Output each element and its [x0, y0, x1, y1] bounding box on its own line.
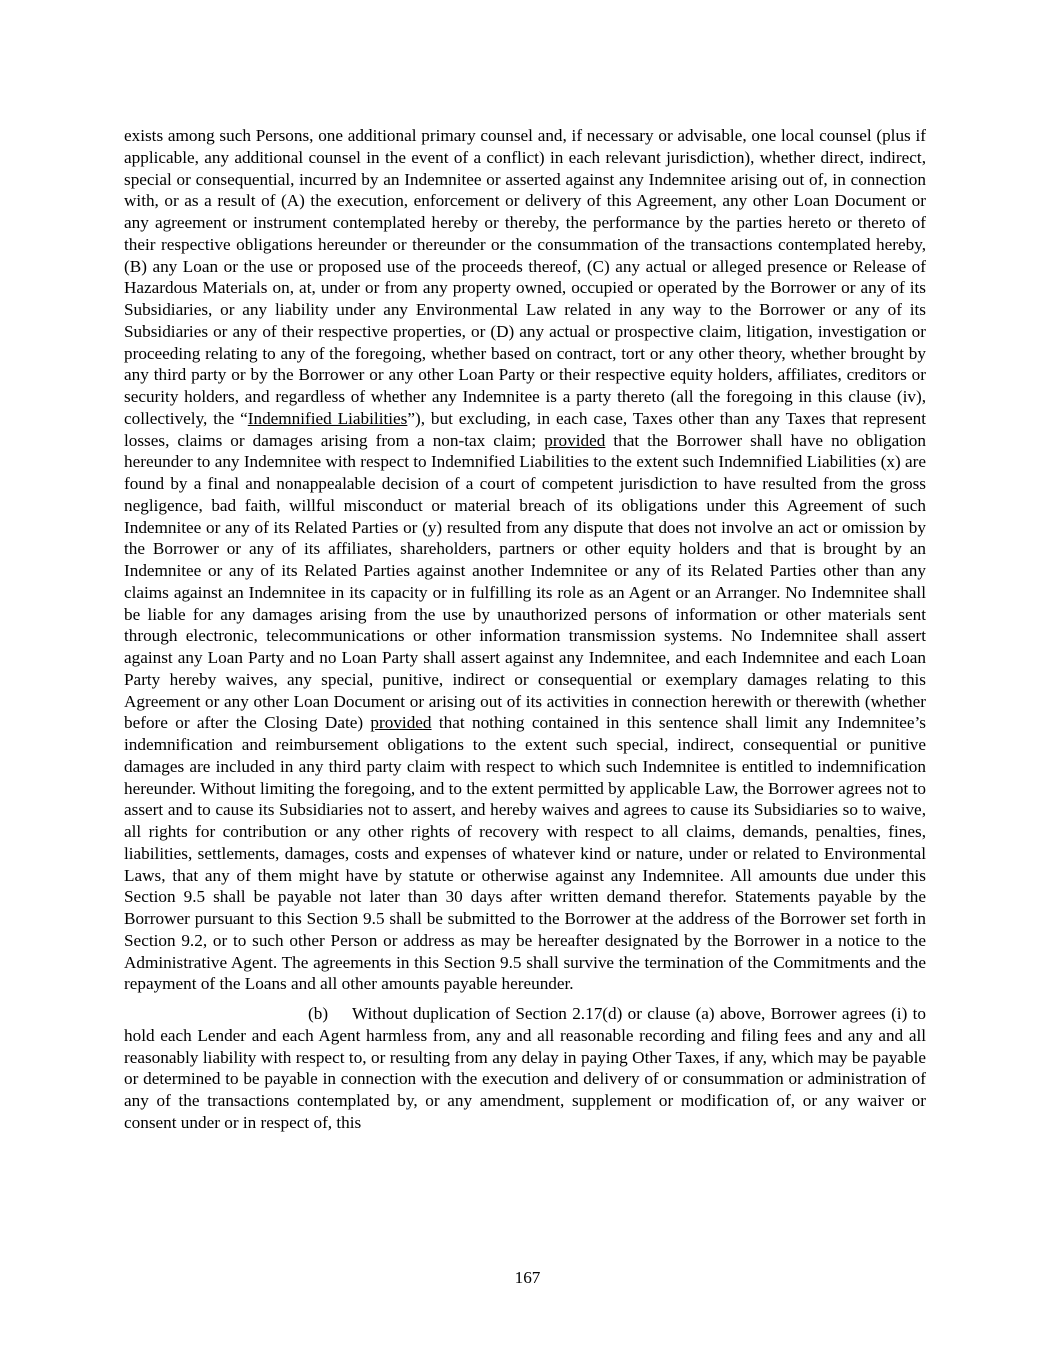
- paragraph-text: ”), but excluding, in each case, Taxes other than any Taxes that represent losses, claims or damages arising from a non-tax claim;: [124, 408, 926, 450]
- paragraph-text: Without duplication of Section 2.17(d) or clause (a) above, Borrower agrees (i) to hold each Lender and each Agent harmless from, any and all reasonable recording and filing fees and any and all reasonably liability with respect to, or resulting from any delay in paying Other Taxes, if any, which may be payable or determined to be payable in connection with the execution and delivery of or consummation or administration of any of the transactions contemplated by, or any amendment, supplement or modification of, or any waiver or consent under or in respect of, this: [124, 1004, 926, 1132]
- defined-term-indemnified-liabilities: Indemnified Liabilities: [247, 408, 408, 428]
- paragraph-b: [124, 1003, 926, 1134]
- paragraph-text: that nothing contained in this sentence shall limit any Indemnitee’s indemnification and reimbursement obligations to the extent such special, indirect, consequential or punitive damages are included in any third party claim with respect to which such Indemnitee is entitled to indemnification hereunder. Without limiting the foregoing, and to the extent permitted by applicable Law, the Borrower agrees not to assert and to cause its Subsidiaries not to assert, and hereby waives and agrees to cause its Subsidiaries so to waive, all rights for contribution or any other rights of recovery with respect to all claims, demands, penalties, fines, liabilities, settlements, damages, costs and expenses of whatever kind or nature, under or related to Environmental Laws, that any of them might have by statute or otherwise against any Indemnitee. All amounts due under this Section 9.5 shall be payable not later than 30 days after written demand therefor. Statements payable by the Borrower pursuant to this Section 9.5 shall be submitted to the Borrower at the address of the Borrower set forth in Section 9.2, or to such other Person or address as may be hereafter designated by the Borrower in a notice to the Administrative Agent. The agreements in this Section 9.5 shall survive the termination of the Commitments and the repayment of the Loans and all other amounts payable hereunder.: [124, 713, 926, 994]
- clause-label: (b): [308, 1004, 329, 1023]
- paragraph-text: exists among such Persons, one additional primary counsel and, if necessary or advisable, one local counsel (plus if applicable, any additional counsel in the event of a conflict) in each relevant jurisdiction), whether direct, indirect, special or consequential, incurred by an Indemnitee or asserted against any Indemnitee arising out of, in connection with, or as a result of (A) the execution, enforcement or delivery of this Agreement, any other Loan Document or any agreement or instrument contemplated hereby or thereby, the performance by the parties hereto or thereto of their respective obligations hereunder or thereunder or the consummation of the transactions contemplated hereby, (B) any Loan or the use or proposed use of the proceeds thereof, (C) any actual or alleged presence or Release of Hazardous Materials on, at, under or from any property owned, occupied or operated by the Borrower or any of its Subsidiaries, or any liability under any Environmental Law related in any way to the Borrower or any of its Subsidiaries or any of their respective properties, or (D) any actual or prospective claim, litigation, investigation or proceeding relating to any of the foregoing, whether based on contract, tort or any other theory, whether brought by any third party or by the Borrower or any other Loan Party or their respective equity holders, affiliates, creditors or security holders, and regardless of whether any Indemnitee is a party thereto (all the foregoing in this clause (iv), collectively, the “: [124, 126, 926, 428]
- paragraph-text: that the Borrower shall have no obligation hereunder to any Indemnitee with respect to Indemnified Liabilities to the extent such Indemnified Liabilities (x) are found by a final and nonappealable decision of a court of competent jurisdiction to have resulted from the gross negligence, bad faith, willful misconduct or material breach of its obligations under this Agreement of such Indemnitee or any of its Related Parties or (y) resulted from any dispute that does not involve an act or omission by the Borrower or any of its affiliates, shareholders, partners or other equity holders and that is brought by an Indemnitee or any of its Related Parties against another Indemnitee or any of its Related Parties other than any claims against an Indemnitee in its capacity or in fulfilling its role as an Agent or an Arranger. No Indemnitee shall be liable for any damages arising from the use by unauthorized persons of information or other materials sent through electronic, telecommunications or other information transmission systems. No Indemnitee shall assert against any Loan Party and no Loan Party shall assert against any Indemnitee, and each Indemnitee and each Loan Party hereby waives, any special, punitive, indirect or consequential or exemplary damages relating to this Agreement or any other Loan Document or arising out of its activities in connection herewith or therewith (whether before or after the Closing Date): [124, 430, 926, 733]
- provided-term: provided: [370, 713, 432, 733]
- provided-term: provided: [544, 430, 606, 450]
- page-number: 167: [514, 1268, 541, 1287]
- paragraph-indemnification-continued: [124, 125, 926, 995]
- document-body: [124, 125, 926, 1134]
